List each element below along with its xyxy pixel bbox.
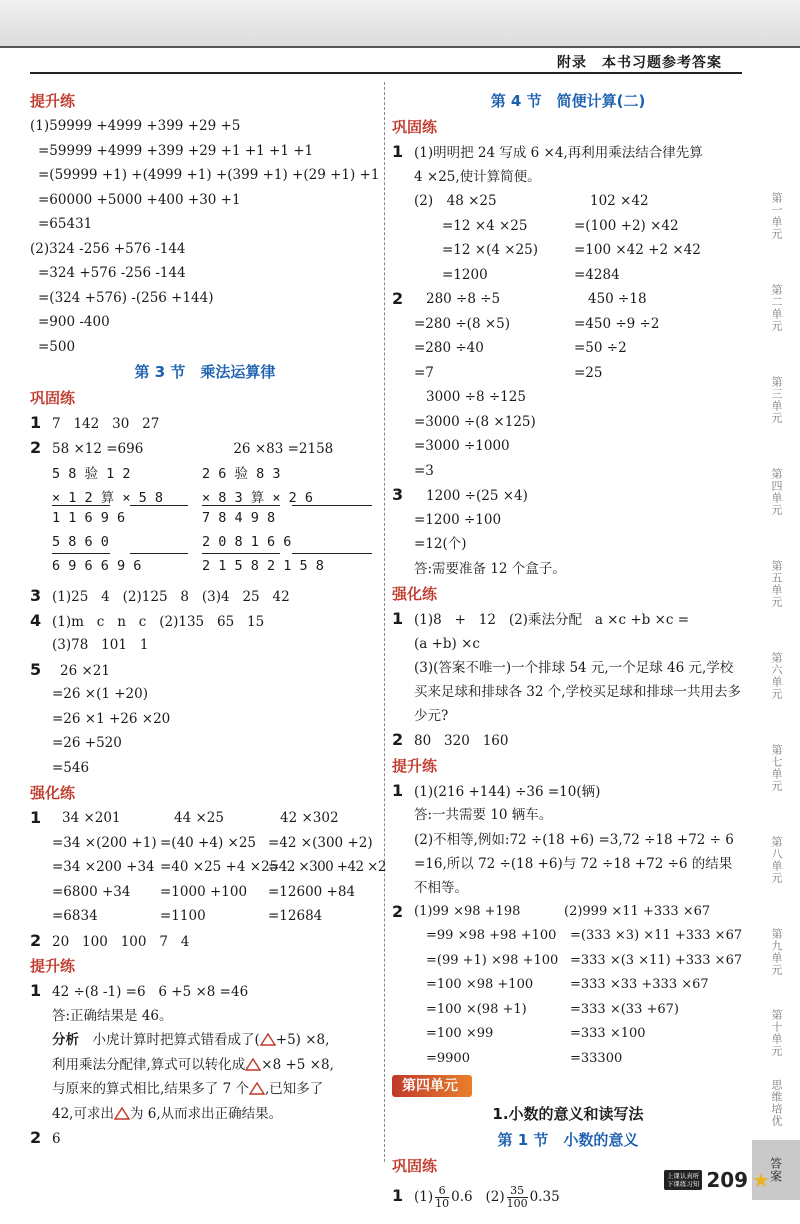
calc-col-a bbox=[52, 806, 160, 929]
answer-text: (1)m c n c (2)135 65 15 bbox=[52, 613, 265, 630]
page-header-title: 附录 本书习题参考答案 bbox=[557, 55, 722, 71]
answer-text: 4 ×25,使计算简便。 bbox=[414, 168, 541, 185]
page-number: 209 bbox=[706, 1168, 749, 1192]
triangle-icon bbox=[260, 1033, 276, 1046]
answer-text: 6 bbox=[52, 1131, 61, 1147]
eq-line: (1)99 ×98 +198 bbox=[414, 903, 521, 919]
eq-line: =42 ×(300 +2) bbox=[268, 834, 373, 851]
question-number: 2 bbox=[392, 901, 404, 921]
eq-line: =12 ×(4 ×25) bbox=[442, 242, 538, 258]
question-number: 5 bbox=[30, 659, 42, 679]
answer-text: (1)(216 +144) ÷36 =10(辆) bbox=[414, 783, 601, 800]
eq-line: =100 ×98 +100 bbox=[426, 977, 534, 992]
eq-line: =59999 +4999 +399 +29 +1 +1 +1 +1 bbox=[38, 142, 314, 159]
calc-pair bbox=[392, 189, 744, 287]
eq-line: =3 bbox=[414, 462, 434, 479]
question-number: 1 bbox=[392, 1186, 404, 1205]
denominator: 10 bbox=[435, 1197, 450, 1210]
eq-line: =1200 bbox=[442, 266, 488, 283]
eq-line: =9900 bbox=[426, 1050, 470, 1066]
answer-text: 答:正确结果是 46。 bbox=[52, 1007, 173, 1024]
analysis-text: ×8 +5 ×8, bbox=[261, 1056, 334, 1073]
eq-line: =100 ×99 bbox=[426, 1026, 494, 1041]
analysis-line bbox=[30, 1053, 380, 1078]
calc-rule bbox=[130, 505, 188, 506]
answer-text: 80 320 160 bbox=[414, 733, 509, 749]
question-number: 1 bbox=[392, 780, 404, 800]
eq-line: =280 ÷(8 ×5) bbox=[414, 315, 510, 332]
unit-banner: 第四单元 bbox=[392, 1075, 472, 1097]
eq-line: =(99 +1) ×98 +100 bbox=[426, 952, 559, 968]
triangle-icon bbox=[114, 1107, 130, 1120]
answer-text: (1)明明把 24 写成 6 ×4,再利用乘法结合律先算 bbox=[414, 145, 703, 161]
vcalc-b-line: 2 0 8 1 6 6 bbox=[202, 534, 292, 550]
tab-unit-1[interactable]: 第一单元 bbox=[770, 192, 783, 240]
vcalc-a-line: 1 1 6 9 6 bbox=[52, 510, 126, 526]
tab-answers[interactable]: 答案 bbox=[752, 1140, 800, 1200]
answer-text: (3)(答案不唯一)一个排球 54 元,一个足球 46 元,学校买来足球和排球各 32 个,学校买足球和排球一共用去多少元? bbox=[414, 660, 742, 724]
fraction bbox=[435, 1185, 449, 1210]
right-column bbox=[392, 88, 744, 1213]
eq-line: =333 ×(3 ×11) +333 ×67 bbox=[570, 952, 743, 968]
analysis-line bbox=[30, 1028, 380, 1053]
eq-line: =34 ×(200 +1) bbox=[52, 834, 157, 851]
tab-unit-2[interactable]: 第二单元 bbox=[770, 284, 783, 332]
eq-line: =280 ÷40 bbox=[414, 340, 484, 356]
eq-line: 102 ×42 bbox=[590, 193, 649, 209]
analysis-text: 利用乘法分配律,算式可以转化成 bbox=[52, 1056, 246, 1073]
tab-unit-9[interactable]: 第九单元 bbox=[770, 928, 783, 976]
question-number: 1 bbox=[30, 413, 42, 432]
question-t2 bbox=[30, 1126, 380, 1151]
eq-line: =7 bbox=[414, 364, 434, 381]
vcalc-b-line: 2 6 验 8 3 bbox=[202, 466, 281, 482]
answer-text: (1)25 4 (2)125 8 (3)4 25 42 bbox=[52, 589, 290, 605]
eq-line: 280 ÷8 ÷5 bbox=[426, 291, 501, 307]
eq-line: =65431 bbox=[38, 216, 93, 232]
question-number: 2 bbox=[392, 730, 404, 749]
section-label-gonggu: 巩固练 bbox=[392, 1157, 438, 1175]
answer-text: (2)不相等,例如:72 ÷(18 +6) =3,72 ÷18 +72 ÷ 6 =16,所以 72 ÷(18 +6)与 72 ÷18 +72 ÷6 的结果不相等。 bbox=[414, 831, 734, 896]
answer-text: 20 100 100 7 4 bbox=[52, 933, 190, 950]
slogan-line: 上课认真听 bbox=[666, 1172, 700, 1180]
section-label-tisheng: 提升练 bbox=[30, 92, 76, 110]
left-column bbox=[30, 88, 386, 1151]
question-rs1 bbox=[392, 607, 744, 632]
vcalc-a-line: 5 8 验 1 2 bbox=[52, 466, 131, 482]
answer-text: 7 142 30 27 bbox=[52, 416, 160, 432]
question-number: 1 bbox=[392, 609, 404, 628]
calc-rule bbox=[202, 553, 280, 554]
question-2 bbox=[30, 436, 380, 461]
section-label-qianghua: 强化练 bbox=[30, 784, 76, 802]
analysis-text: +5) ×8, bbox=[275, 1032, 330, 1048]
analysis-text: ,已知多了 bbox=[264, 1081, 324, 1097]
tab-unit-4[interactable]: 第四单元 bbox=[770, 468, 783, 516]
section-label-gonggu: 巩固练 bbox=[392, 118, 438, 136]
calc-col-c bbox=[268, 806, 386, 929]
tab-unit-5[interactable]: 第五单元 bbox=[770, 560, 783, 608]
eq-line: =42 ×300 +42 ×2 bbox=[268, 859, 386, 875]
eq-line: =26 ×1 +26 ×20 bbox=[52, 710, 171, 727]
vertical-calc bbox=[30, 460, 380, 584]
vcalc-a-line: 5 8 6 0 bbox=[52, 534, 109, 550]
eq-line: =99 ×98 +98 +100 bbox=[426, 928, 557, 943]
question-number: 2 bbox=[30, 1128, 42, 1147]
question-r2 bbox=[392, 287, 744, 385]
unit-tabs bbox=[752, 170, 800, 1200]
top-banner bbox=[0, 0, 800, 46]
eq-line: =(333 ×3) ×11 +333 ×67 bbox=[570, 928, 743, 943]
tab-unit-6[interactable]: 第六单元 bbox=[770, 652, 783, 700]
eq-line: =12600 +84 bbox=[268, 883, 356, 900]
lesson-title: 1.小数的意义和读写法 bbox=[492, 1105, 644, 1123]
section-title: 第 1 节 小数的意义 bbox=[497, 1131, 639, 1149]
eq-line: =(324 +576) -(256 +144) bbox=[38, 289, 214, 306]
question-1 bbox=[30, 411, 380, 436]
eq-line: =100 ×42 +2 ×42 bbox=[574, 242, 701, 258]
eq-line: =6834 bbox=[52, 908, 98, 924]
fraction bbox=[507, 1185, 528, 1210]
eq-line: =900 -400 bbox=[38, 314, 110, 330]
unit-banner-row bbox=[392, 1071, 744, 1101]
analysis-text: 42,可求出 bbox=[52, 1105, 114, 1122]
eq-line: =1100 bbox=[160, 908, 206, 924]
analysis-text: 小虎计算时把算式错看成了( bbox=[92, 1032, 260, 1048]
question-4 bbox=[30, 609, 380, 634]
eq-line: =3000 ÷(8 ×125) bbox=[414, 413, 536, 430]
answer-text: (3)78 101 1 bbox=[52, 637, 149, 653]
eq-line: 42 ×302 bbox=[280, 810, 339, 826]
header-rule bbox=[30, 72, 742, 74]
calc-col-b bbox=[160, 806, 279, 929]
question-number: 4 bbox=[30, 610, 42, 630]
eq-line: =25 bbox=[574, 364, 603, 381]
eq-line: =60000 +5000 +400 +30 +1 bbox=[38, 191, 241, 208]
analysis-text: 为 6,从而求出正确结果。 bbox=[129, 1105, 283, 1122]
eq-line: =26 +520 bbox=[52, 735, 122, 751]
answer-text: 26 ×21 bbox=[60, 662, 110, 679]
page-footer bbox=[664, 1168, 770, 1192]
eq-line: =546 bbox=[52, 759, 90, 776]
eq-line: =3000 ÷1000 bbox=[414, 438, 510, 454]
column-divider bbox=[384, 82, 385, 1162]
section-label-tisheng: 提升练 bbox=[30, 957, 76, 975]
footer-slogan bbox=[664, 1170, 703, 1190]
eq-line: (2) 48 ×25 bbox=[414, 193, 497, 209]
question-number: 1 bbox=[30, 808, 42, 827]
calc-rule bbox=[292, 505, 372, 506]
denominator: 100 bbox=[506, 1197, 528, 1210]
vcalc-b-line: 7 8 4 9 8 bbox=[202, 510, 276, 526]
answer-text: 0.35 bbox=[529, 1189, 560, 1205]
question-number: 3 bbox=[30, 586, 42, 605]
eq-line: =100 ×(98 +1) bbox=[426, 1001, 527, 1017]
eq-line: 44 ×25 bbox=[174, 810, 224, 826]
eq-line: 450 ÷18 bbox=[588, 291, 647, 307]
question-s2 bbox=[30, 929, 380, 954]
eq-line: =(100 +2) ×42 bbox=[574, 217, 679, 234]
numerator: 35 bbox=[507, 1185, 528, 1198]
eq-line: =(59999 +1) +(4999 +1) +(399 +1) +(29 +1) +1 bbox=[38, 167, 380, 183]
answer-text: (1)8 + 12 (2)乘法分配 a ×c +b ×c = bbox=[414, 612, 690, 628]
eq-line: =1000 +100 bbox=[160, 883, 248, 900]
eq-line: (2)324 -256 +576 -144 bbox=[30, 240, 186, 257]
eq-line: =333 ×100 bbox=[570, 1026, 646, 1041]
vcalc-b-line: × 8 3 算 × 2 6 bbox=[202, 490, 314, 506]
eq-line: (1)59999 +4999 +399 +29 +5 bbox=[30, 118, 241, 134]
section-label-gonggu: 巩固练 bbox=[30, 389, 76, 407]
tab-unit-8[interactable]: 第八单元 bbox=[770, 836, 783, 884]
eq-line: =(40 +4) ×25 bbox=[160, 834, 256, 851]
eq-line: 3000 ÷8 ÷125 bbox=[426, 389, 526, 405]
answer-text: 26 ×83 =2158 bbox=[233, 440, 334, 457]
section-label-qianghua: 强化练 bbox=[392, 585, 438, 603]
question-3 bbox=[30, 584, 380, 609]
analysis-label: 分析 bbox=[52, 1032, 79, 1048]
section-label-tisheng: 提升练 bbox=[392, 756, 438, 775]
numerator: 6 bbox=[435, 1185, 449, 1198]
eq-line: =4284 bbox=[574, 266, 620, 283]
calc-rule bbox=[52, 553, 110, 554]
eq-line: 34 ×201 bbox=[62, 810, 121, 826]
analysis-text: 与原来的算式相比,结果多了 7 个 bbox=[52, 1081, 249, 1097]
eq-line: =6800 +34 bbox=[52, 883, 131, 900]
triangle-icon bbox=[249, 1082, 265, 1095]
calc-rule bbox=[130, 553, 188, 554]
eq-line: 1200 ÷(25 ×4) bbox=[426, 488, 528, 504]
question-number: 2 bbox=[30, 930, 42, 950]
question-r3 bbox=[392, 483, 744, 508]
answer-text: 42 ÷(8 -1) =6 6 +5 ×8 =46 bbox=[52, 984, 249, 1000]
analysis-line bbox=[30, 1102, 380, 1127]
question-rs2 bbox=[392, 728, 744, 753]
calc-rule bbox=[202, 505, 280, 506]
eq-line: =50 ÷2 bbox=[574, 340, 627, 356]
eq-line: =500 bbox=[38, 338, 76, 355]
eq-line: =12 ×4 ×25 bbox=[442, 217, 528, 234]
question-number: 1 bbox=[392, 142, 404, 161]
section-title: 第 3 节 乘法运算律 bbox=[134, 363, 276, 381]
answer-text: (1) bbox=[414, 1189, 434, 1205]
answer-text: 0.6 (2) bbox=[451, 1189, 505, 1205]
eq-line: =33300 bbox=[570, 1050, 623, 1066]
question-rt1 bbox=[392, 779, 744, 804]
calc-rule bbox=[292, 553, 372, 554]
star-icon: ★ bbox=[752, 1168, 770, 1192]
eq-line: =324 +576 -256 -144 bbox=[38, 265, 186, 281]
question-number: 2 bbox=[392, 289, 404, 308]
calc-rule bbox=[52, 505, 110, 506]
question-number: 1 bbox=[30, 981, 42, 1000]
question-rt2 bbox=[392, 900, 744, 1072]
vcalc-a-line: × 1 2 算 × 5 8 bbox=[52, 490, 164, 506]
eq-line: =40 ×25 +4 ×25 bbox=[160, 859, 279, 875]
eq-line: =34 ×200 +34 bbox=[52, 859, 155, 875]
vcalc-a-line: 6 9 6 6 9 6 bbox=[52, 558, 142, 574]
slogan-line: 下课练习知 bbox=[666, 1180, 700, 1188]
question-number: 3 bbox=[392, 485, 404, 504]
answer-text: (a +b) ×c bbox=[414, 635, 480, 652]
tab-unit-3[interactable]: 第三单元 bbox=[770, 376, 783, 424]
question-t1 bbox=[30, 979, 380, 1004]
eq-line: =333 ×(33 +67) bbox=[570, 1001, 679, 1017]
eq-line: =12(个) bbox=[414, 536, 467, 552]
top-rule bbox=[0, 46, 800, 48]
question-number: 2 bbox=[30, 437, 42, 457]
eq-line: =26 ×(1 +20) bbox=[52, 686, 148, 702]
eq-line: =12684 bbox=[268, 908, 323, 924]
question-5 bbox=[30, 658, 380, 683]
tab-unit-10[interactable]: 第十单元 bbox=[770, 1009, 783, 1057]
eq-line: (2)999 ×11 +333 ×67 bbox=[564, 903, 711, 919]
triangle-icon bbox=[245, 1058, 261, 1071]
tab-unit-7[interactable]: 第七单元 bbox=[770, 744, 783, 792]
question-r1 bbox=[392, 140, 744, 165]
eq-line: =333 ×33 +333 ×67 bbox=[570, 977, 709, 992]
answer-text: 58 ×12 =696 bbox=[52, 440, 144, 457]
eq-line: =1200 ÷100 bbox=[414, 511, 502, 528]
question-s1 bbox=[30, 806, 386, 929]
section-title: 第 4 节 简便计算(二) bbox=[490, 92, 646, 110]
analysis-line bbox=[30, 1077, 380, 1102]
tab-thinking[interactable]: 思维培优 bbox=[770, 1079, 783, 1127]
answer-text: 答:一共需要 10 辆车。 bbox=[414, 807, 553, 823]
eq-line: =450 ÷9 ÷2 bbox=[574, 315, 660, 332]
vcalc-b-line: 2 1 5 8 2 1 5 8 bbox=[202, 558, 324, 574]
answer-text: 答:需要准备 12 个盒子。 bbox=[414, 560, 566, 577]
